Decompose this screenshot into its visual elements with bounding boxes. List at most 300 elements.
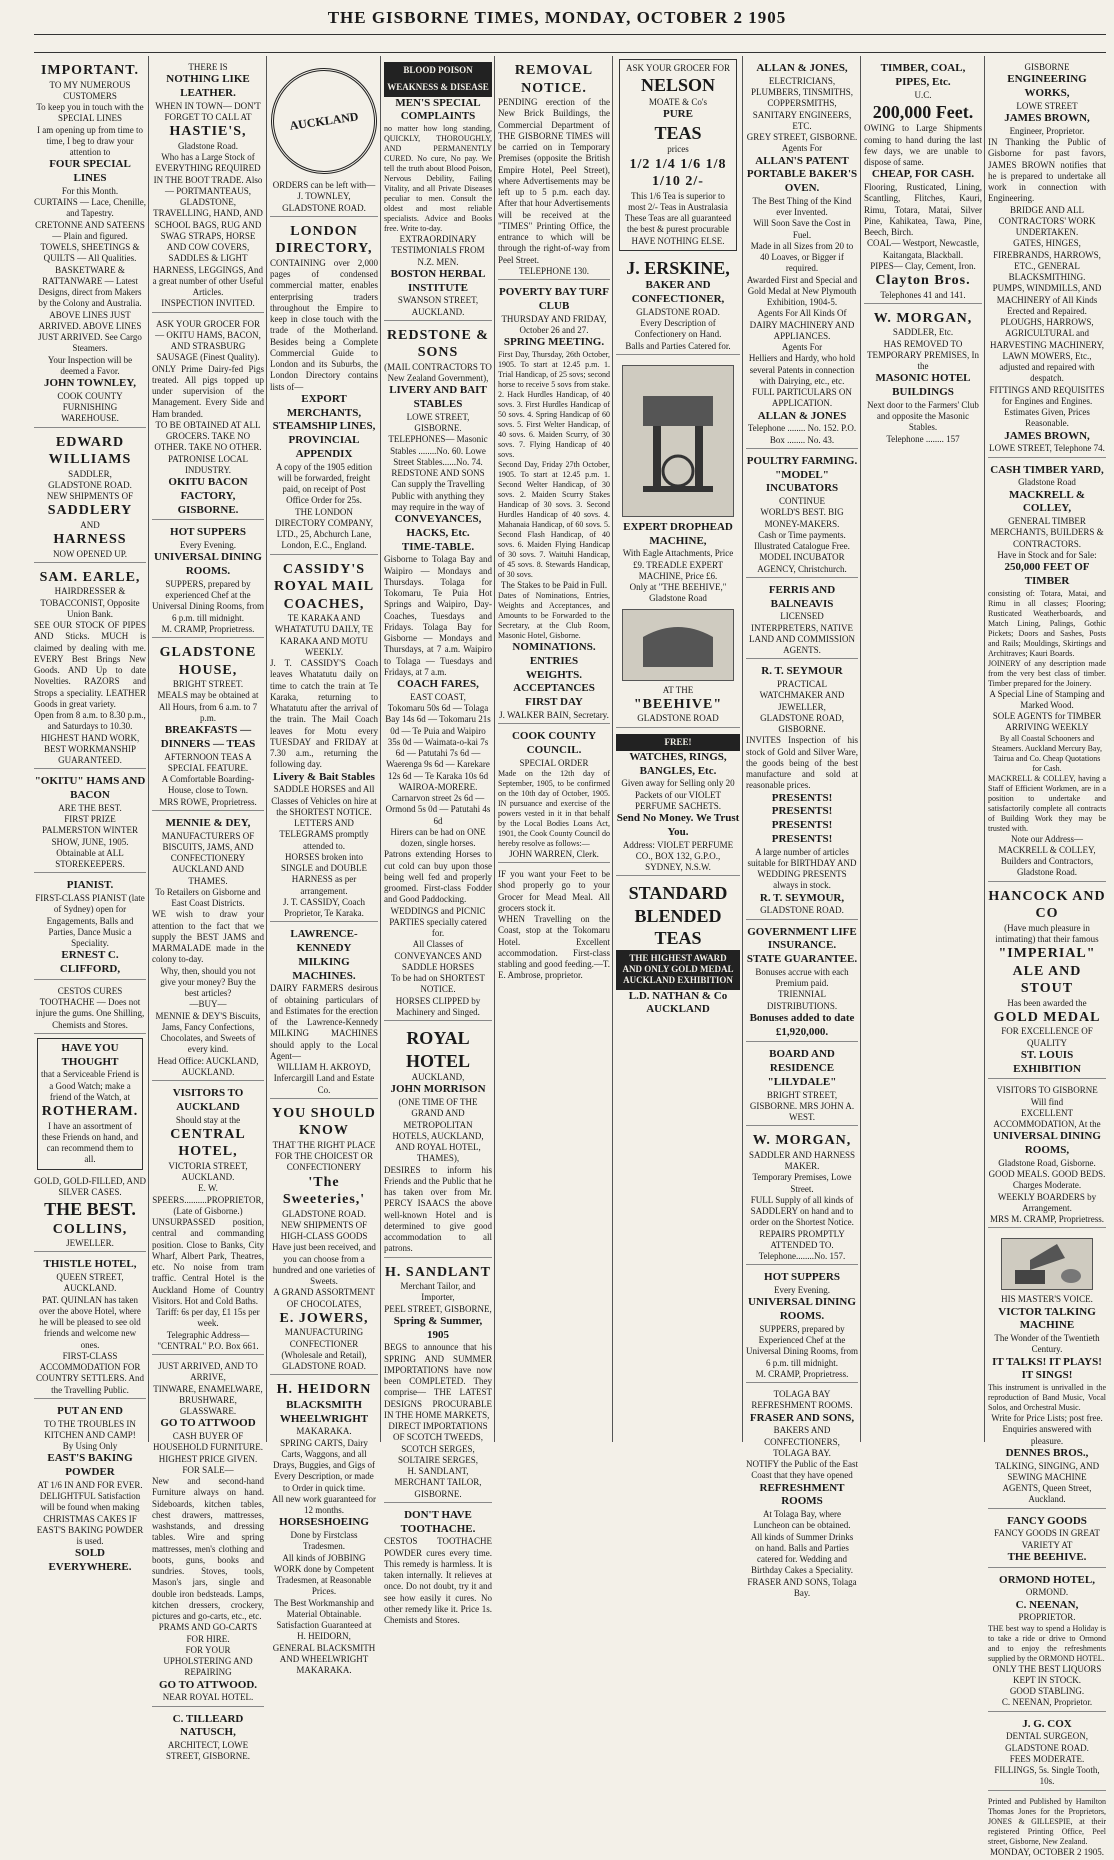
text: GLADSTONE ROAD.: [636, 306, 720, 317]
price: 1/2: [629, 156, 651, 172]
heading: FREE!: [616, 734, 740, 751]
masthead-rule-lower: [34, 52, 1106, 53]
text: Agents For All Kinds Of DAIRY MACHINERY AND APPLIANCES.: [749, 308, 855, 341]
text: MODEL INCUBATOR AGENCY, Christchurch.: [757, 552, 847, 574]
heading: FANCY GOODS: [1007, 1514, 1087, 1527]
text: Why, then, should you not give your money? Buy the best articles?: [160, 965, 256, 998]
text: Send No Money. We Trust You.: [616, 812, 740, 838]
price: 1/10: [652, 174, 681, 189]
advertiser-name: ALLAN & JONES,: [756, 62, 848, 74]
heading: GO TO ATTWOOD: [160, 1417, 256, 1430]
text: REDSTONE AND SONS: [391, 468, 485, 478]
advertiser-name: BOSTON HERBAL INSTITUTE: [390, 267, 486, 294]
text: OWING to Large Shipments coming to hand during the last few days, we are unable to dispose of same.: [864, 123, 982, 167]
text: ONLY Prime Dairy-fed Pigs treated. All pigs topped up under supervision of the Management. Every Side and Ham branded.: [152, 363, 264, 419]
text: Your Inspection will be deemed a Favor.: [47, 354, 133, 376]
text: Every Evening.: [180, 540, 236, 550]
heading: 250,000 FEET OF TIMBER: [1004, 561, 1090, 587]
text: GOOD STABLING.: [1009, 1686, 1085, 1696]
heading: VICTOR TALKING MACHINE: [998, 1305, 1096, 1332]
ad-small: [498, 867, 610, 984]
text: Telephones 41 and 141.: [880, 289, 966, 300]
ad-ferris: [746, 582, 858, 660]
advertiser-name: C. TILLEARD NATUSCH,: [172, 1712, 244, 1739]
text: INSPECTION INVITED.: [161, 298, 255, 309]
text: GOOD MEALS. GOOD BEDS.: [988, 1169, 1106, 1179]
ad-nelson-teas: [619, 59, 737, 251]
text: JOINERY of any description made from the very best class of timber. Timber prepared for the Joinery.: [988, 658, 1106, 688]
text: Can supply the Travelling Public with anything they may require in the way of: [391, 479, 485, 512]
text: SOLE AGENTS for TIMBER ARRIVING WEEKLY: [992, 711, 1102, 733]
text: Balls and Parties Catered for.: [625, 340, 731, 351]
heading: YOU SHOULD KNOW: [272, 1105, 376, 1139]
masthead: THE GISBORNE TIMES, MONDAY, OCTOBER 2 1905: [327, 8, 787, 27]
text: SPRING CARTS, Dairy Carts, Waggons, and all Drays, Buggies, and Gigs of Every Description, or made to Order in quick time.: [273, 1437, 375, 1493]
text: SADDLER AND HARNESS MAKER.: [748, 1149, 855, 1171]
text: TOLAGA BAY REFRESHMENT ROOMS.: [751, 1389, 853, 1411]
text: BRIDGE AND ALL CONTRACTORS' WORK UNDERTAKEN.: [998, 204, 1096, 237]
text: TO BE OBTAINED AT ALL GROCERS. TAKE NO OTHER. TAKE NO OTHER.: [154, 419, 262, 453]
text: BRIGHT STREET.: [172, 679, 244, 689]
ad-auckland-seal: [270, 60, 378, 217]
text: MENNIE & DEY'S Biscuits, Jams, Fancy Confections, Chocolates, and Sweets of every kind.: [155, 1010, 261, 1055]
heading: FOUR SPECIAL LINES: [49, 158, 131, 184]
text: no matter how long standing, QUICKLY, THOROUGHLY, AND PERMANENTLY CURED. No cure, No pay. We tell the truth about Blood Poison, Nervous Debility, Failing Vitality, and all Private Diseases peculiar to men. Consult the oldest and most reliable specialists. Advice and Books free. Write to-day.: [384, 124, 492, 233]
price: 1/4: [654, 156, 676, 172]
text: FOR YOUR UPHOLSTERING AND REPAIRING: [163, 1644, 253, 1678]
text: ARE THE BEST.: [58, 802, 122, 813]
heading: REMOVAL NOTICE.: [514, 63, 594, 96]
text: MOATE & Co's: [648, 96, 708, 107]
text: ORMOND.: [1025, 1587, 1069, 1598]
ad-rotheram: [37, 1038, 143, 1170]
text: WILLIAM H. AKROYD, Infercargill Land and Estate Co.: [273, 1062, 375, 1095]
heading: HORSESHOEING: [279, 1516, 369, 1529]
advertiser-name: JOHN TOWNLEY,: [43, 377, 137, 389]
ad-royal-hotel: [384, 1025, 492, 1258]
text: SWANSON STREET, AUCKLAND.: [397, 295, 479, 317]
text: PIPES— Clay, Cement, Iron.: [870, 260, 976, 271]
text: MAKARAKA.: [296, 1426, 352, 1437]
text: NOTIFY the Public of the East Coast that they have opened: [746, 1459, 858, 1481]
ad-hot-suppers: [152, 524, 264, 638]
text: MRS M. CRAMP, Proprietress.: [989, 1214, 1105, 1224]
text: With Eagle Attachments, Price £9. TREADLE EXPERT MACHINE, Price £6.: [622, 548, 734, 581]
column-divider: [266, 56, 267, 1442]
text: SADDLER, Etc.: [892, 327, 954, 338]
text: CONVEYANCES, HACKS, Etc.: [394, 513, 482, 539]
text: TE KARAKA AND WHATATUTU DAILY, TE KARAKA AND MOTU WEEKLY.: [274, 613, 374, 657]
ad-hot-suppers-2: [746, 1269, 858, 1383]
text: HAS REMOVED TO TEMPORARY PREMISES, In the: [867, 338, 979, 371]
advertiser-name: H. HEIDORN: [276, 1382, 372, 1398]
text: Estimates Given, Prices Reasonable.: [1004, 407, 1090, 429]
ad-heidorn: [270, 1379, 378, 1678]
ad-edward-williams: [34, 432, 146, 563]
text: Has been awarded the: [1007, 997, 1087, 1008]
text: DAIRY FARMERS desirous of obtaining particulars of and Estimates for the erection of the Lawrence-Kennedy MILKING MACHINES should apply to the Local Agent—: [270, 983, 378, 1061]
text: H. HEIDORN,: [297, 1631, 351, 1642]
text: Open from 8 a.m. to 8.30 p.m., and Saturdays to 10.30.: [34, 710, 146, 732]
ad-hasties: [152, 60, 264, 313]
text: SUPPERS, prepared by experienced Chef at the Universal Dining Rooms, from 6 p.m. till midnight.: [152, 578, 264, 623]
heading: BAKER AND CONFECTIONER,: [631, 279, 725, 305]
heading: EXPERT DROPHEAD MACHINE,: [623, 520, 733, 547]
heading: DON'T HAVE TOOTHACHE.: [400, 1508, 476, 1535]
text: WHEN IN TOWN— DON'T FORGET TO CALL AT: [155, 100, 261, 122]
text: that a Serviceable Friend is a Good Watch; make a friend of the Watch, at: [41, 1069, 139, 1102]
text: To Retailers on Gisborne and East Coast Districts.: [155, 886, 261, 908]
heading: Spring & Summer, 1905: [393, 1314, 483, 1341]
heading: HOT SUPPERS: [170, 526, 246, 539]
heading: COOK COUNTY COUNCIL.: [511, 730, 597, 756]
text: The Best Workmanship and Material Obtainable. Satisfaction Guaranteed at: [274, 1597, 374, 1630]
text: MANUFACTURERS OF BISCUITS, JAMS, AND CONFECTIONERY: [161, 830, 255, 863]
text: MRS ROWE, Proprietress.: [159, 796, 257, 807]
text: WORLD'S BEST. BIG MONEY-MAKERS.: [760, 507, 844, 529]
text: WE wish to draw your attention to the fact that we supply the BEST JAMS and MARMALADE made in the colony to-day.: [152, 909, 264, 965]
text: LOWE STREET, Telephone 74.: [989, 443, 1105, 454]
heading: GLADSTONE HOUSE,: [159, 645, 257, 678]
heading: "MODEL" INCUBATORS: [765, 468, 839, 495]
text: A large number of articles suitable for BIRTHDAY AND WEDDING PRESENTS always in stock.: [747, 846, 857, 891]
heading: BLOOD POISON: [384, 62, 492, 79]
text: PROPRIETOR.: [1018, 1612, 1076, 1623]
text: SEE OUR STOCK OF PIPES AND Sticks. MUCH is claimed by dealing with me. EVERY Best Brings New Goods. AND Up to date Novelties. RAZORS and Strops a speciality. LEATHER Goods in great variety.: [34, 620, 146, 709]
ad-mackrell-colley: [988, 462, 1106, 882]
advertiser-name: L.D. NATHAN & Co AUCKLAND: [628, 989, 728, 1016]
text: WHEN Travelling on the Coast, stop at the Tokomaru Hotel. Excellent accommodation. First-class stabling and good feeding.—T. E. Ambrose, proprietor.: [498, 914, 610, 981]
text: Address: VIOLET PERFUME CO., BOX 132, G.P.O., SYDNEY, N.S.W.: [622, 839, 734, 872]
text: ABOVE LINES JUST ARRIVED. ABOVE LINES JUST ARRIVED. See Cargo Steamers.: [38, 309, 142, 354]
text: A Special Line of Stamping and Marked Wood.: [989, 688, 1105, 710]
ad-easts-baking: [34, 1403, 146, 1577]
text: TELEPHONE 130.: [519, 265, 589, 276]
text: SOLD EVERYWHERE.: [48, 1547, 132, 1573]
text: GISBORNE: [1024, 62, 1070, 72]
text: CONTAINING over 2,000 pages of condensed commercial matter, enables enterprising traders throughout the Empire to keep in close touch with the trade of the Motherland. Besides being a Complete Commercial Guide to London and its Suburbs, the London Directory contains lists of—: [270, 257, 378, 392]
ad-engineering-works: [988, 60, 1106, 458]
text: LICENSED INTERPRETERS, NATIVE LAND AND COMMISSION AGENTS.: [748, 611, 855, 655]
text: HAIRDRESSER & TOBACCONIST, Opposite Union Bank.: [40, 586, 140, 619]
text: PRACTICAL WATCHMAKER AND JEWELLER,: [759, 679, 845, 712]
masthead-rule: [34, 34, 1106, 35]
column-6: [616, 56, 740, 1442]
text: AUCKLAND AND THAMES.: [172, 864, 244, 886]
text: consisting of: Totara, Matai, and Rimu in all classes; Flooring; Rusticated Weatherboards, and Match Lining, Palings, Gothic Pickets; Doors and Sashes, Posts and Rails; Mouldings, Skirtings and Architraves; Kauri Boards.: [988, 588, 1106, 658]
advertiser-name: R. T. SEYMOUR: [761, 665, 843, 678]
text: ORDERS can be left with— J. TOWNLEY, GLADSTONE ROAD.: [272, 180, 376, 213]
ad-violet-perfume: [616, 732, 740, 877]
text: FIRST-CLASS ACCOMMODATION FOR COUNTRY SETTLERS. And the Travelling Public.: [36, 1350, 144, 1395]
heading: MASONIC HOTEL BUILDINGS: [875, 372, 971, 398]
text: THE best way to spend a Holiday is to take a ride or drive to Ormond and to enjoy the refreshments supplied by the ORMOND HOTEL.: [988, 1623, 1106, 1663]
text: FILLINGS, 5s. Single Tooth, 10s.: [994, 1765, 1100, 1787]
heading: TEAS: [654, 928, 702, 949]
text: FANCY GOODS IN GREAT VARIETY AT: [994, 1528, 1100, 1550]
heading: OKITU BACON FACTORY, GISBORNE.: [168, 476, 248, 516]
price: 1/8: [705, 156, 727, 172]
text: Done by Firstclass Tradesmen.: [290, 1530, 358, 1552]
text: Bonuses added to date £1,920,000.: [749, 1011, 855, 1038]
text: STEAMSHIP LINES,: [272, 420, 376, 433]
text: DENTAL SURGEON,: [1006, 1731, 1088, 1742]
ad-sam-earle: [34, 567, 146, 770]
sewing-machine-illustration-icon: [622, 365, 734, 517]
heading: "IMPERIAL": [998, 946, 1096, 961]
advertiser-name: FERRIS AND BALNEAVIS: [768, 583, 836, 610]
heading: STANDARD: [628, 883, 728, 904]
text: Gladstone Road.: [178, 140, 238, 151]
text: TELEPHONES— Masonic Stables ........No. 60. Lowe Street Stables......No. 74.: [388, 434, 488, 467]
text: Merchant Tailor, and Importer,: [400, 1281, 476, 1303]
price: 2/-: [685, 174, 704, 189]
column-1: [34, 56, 146, 1573]
text: THERE IS: [188, 62, 228, 72]
text: CONTINUE: [779, 496, 825, 506]
heading: POULTRY FARMING.: [746, 454, 858, 467]
heading: UNIVERSAL DINING ROOMS,: [993, 1130, 1101, 1156]
column-divider: [984, 56, 985, 1442]
text: EAST COAST,: [410, 691, 466, 702]
text: TOWELS, SHEETINGS & QUILTS — All Qualities.: [40, 242, 140, 264]
text: JOHN WARREN, Clerk.: [509, 848, 599, 859]
text: THE HIGHEST AWARD AND ONLY GOLD MEDAL AUCKLAND EXHIBITION: [616, 950, 740, 990]
column-5: [498, 56, 610, 1442]
heading: ENTRIES: [529, 654, 579, 667]
column-9: [988, 56, 1106, 1857]
text: Gladstone Road, Gisborne.: [998, 1157, 1096, 1168]
ad-government-life: [746, 924, 858, 1043]
text: HIGHEST HAND WORK, BEST WORKMANSHIP GUARANTEED.: [40, 732, 140, 765]
notice-removal: [498, 60, 610, 280]
advertiser-name: MENNIE & DEY,: [165, 816, 251, 829]
ad-central-hotel: [152, 1085, 264, 1355]
heading: WATCHES, RINGS, BANGLES, Etc.: [629, 750, 727, 777]
text: This instrument is unrivalled in the reproduction of Band Music, Vocal Solos, and Orchestral Music.: [988, 1383, 1106, 1412]
heading: HARNESS: [53, 532, 127, 547]
ad-townley: [34, 60, 146, 428]
heading: GOLD MEDAL: [993, 1009, 1101, 1025]
heading: LIVERY AND BAIT STABLES: [389, 384, 487, 410]
ad-clayton-bros: [864, 60, 982, 304]
advertiser-name: W. MORGAN,: [873, 310, 973, 326]
heading: SPRING MEETING.: [503, 336, 605, 348]
heading: LONDON DIRECTORY,: [275, 223, 373, 257]
text: Bonuses accrue with each Premium paid.: [755, 966, 849, 988]
heading: "LILYDALE": [767, 1075, 837, 1088]
text: Helliers and Hardy, who hold several Patents in connection with Dairying, etc., etc.: [748, 353, 856, 386]
heading: REFRESHMENT ROOMS: [759, 1481, 845, 1508]
text: By Using Only: [62, 1441, 118, 1451]
ad-milking-machines: [270, 926, 378, 1099]
column-7: [746, 56, 858, 1598]
text: Gisborne to Tolaga Bay and Waipiro — Mondays and Thursdays. Tolaga for Tokomaru, Te Puia Hot Springs and Waipiro, Day-Coaches, Tuesdays and Fridays. Tolaga Bay for Gisborne — Mondays and Thursdays, at 7 a.m. Waipiro to Tolaga — Tuesdays and Fridays, at 7 a.m.: [384, 554, 492, 677]
text: PAT. QUINLAN has taken over the above Hotel, where he will be pleased to see old friends and welcome new ones.: [39, 1294, 141, 1350]
column-divider: [860, 56, 861, 1442]
heading: PIANIST.: [66, 879, 114, 892]
text: Will Soon Save the Cost in Fuel.: [753, 218, 851, 240]
text: A copy of the 1905 edition will be forwarded, freight paid, on receipt of Post Office Order for 25s.: [275, 461, 373, 506]
text: J. WALKER BAIN, Secretary.: [499, 709, 609, 720]
text: All Classes of CONVEYANCES AND SADDLE HORSES: [394, 939, 482, 972]
heading: BLENDED: [634, 905, 722, 926]
text: NEAR ROYAL HOTEL.: [162, 1692, 254, 1703]
text: JUST ARRIVED, AND TO ARRIVE,: [158, 1361, 258, 1383]
text: The Best Thing of the Kind ever Invented.: [752, 195, 852, 217]
text: Hirers can be had on ONE dozen, single horses.: [390, 826, 486, 848]
text: Should stay at the: [175, 1114, 241, 1125]
advertiser-name: ERNEST C. CLIFFORD,: [59, 949, 121, 975]
text: C. NEENAN, Proprietor.: [1001, 1697, 1093, 1708]
decorative-seal-icon: [264, 61, 384, 181]
ad-cestos-powder: [384, 1507, 492, 1629]
text: AUCKLAND,: [411, 1072, 465, 1082]
ad-collins: [34, 1174, 146, 1253]
ad-fancy-goods: [988, 1513, 1106, 1568]
text: All kinds of JOBBING WORK done by Competent Tradesmen, at Reasonable Prices.: [273, 1552, 375, 1597]
advertiser-name: MACKRELL & COLLEY,: [1008, 488, 1086, 515]
text: PENDING erection of the New Brick Buildings, the Commercial Department of THE GISBORNE TIMES will be carried on in Temporary Premises (opposite the British Empire Hotel, Peel Street), where Advertisements may be left up to 5 p.m. each day. After that hour Advertisements will be received at the "TIMES" Printing Office, the entrance to which will be through the right-of-way from Peel Street.: [498, 97, 610, 265]
text: DIRECT IMPORTATIONS OF SCOTCH TWEEDS, SCOTCH SERGES, SOLTAIRE SERGES,: [388, 1421, 488, 1465]
heading: ORMOND HOTEL,: [999, 1573, 1095, 1586]
ad-hancock: [988, 886, 1106, 1080]
text: GLADSTONE ROAD.: [282, 1208, 366, 1219]
text: TO MY NUMEROUS CUSTOMERS: [49, 79, 131, 101]
text: WAIROA-MORERE.: [398, 781, 478, 792]
heading: COACH FARES,: [397, 678, 479, 690]
text: COOK COUNTY FURNISHING WAREHOUSE.: [57, 390, 123, 424]
text: AT THE: [662, 684, 694, 695]
text: Cash or Time payments. Illustrated Catalogue Free.: [754, 529, 850, 551]
text: J. T. CASSIDY'S Coach leaves Whatatutu daily on time to catch the train at Te Karaka, returning to Whatatutu after the arrival of the train. The Mail Coach leaves for Motu every TUESDAY and FRIDAY at 7.30 a.m., returning the following day.: [270, 658, 378, 770]
heading: LAWRENCE-KENNEDY MILKING MACHINES.: [290, 928, 358, 982]
heading: ENGINEERING WORKS,: [1007, 73, 1087, 99]
heading: BOARD AND RESIDENCE: [769, 1048, 835, 1074]
text: Telephone ........ No. 152. P.O. Box ........ No. 43.: [747, 423, 857, 445]
text: THURSDAY AND FRIDAY, October 26 and 27.: [501, 313, 607, 335]
heading: ST. LOUIS EXHIBITION: [1013, 1048, 1081, 1075]
heading: WEAKNESS & DISEASE: [384, 79, 492, 96]
text: QUEEN STREET, AUCKLAND.: [56, 1272, 124, 1294]
machine-case-illustration-icon: [622, 609, 734, 681]
text: PRAMS AND GO-CARTS FOR HIRE.: [158, 1622, 258, 1644]
heading: PUT AN END: [57, 1404, 123, 1417]
text: Every Evening.: [774, 1285, 830, 1295]
text: THE LONDON DIRECTORY COMPANY, LTD., 25, Abchurch Lane, London, E.C., England.: [274, 506, 374, 551]
text: All new work guaranteed for 12 months.: [272, 1493, 376, 1515]
text: TO THE TROUBLES IN KITCHEN AND CAMP!: [44, 1418, 136, 1440]
text: MACKRELL & COLLEY, having a Staff of Efficient Workmen, are in a position to undertake and satisfactorily complete all contracts of Building Work they may be trusted with.: [988, 773, 1106, 833]
heading: THE BEEHIVE.: [1007, 1550, 1087, 1563]
text: All kinds of Summer Drinks on hand. Balls and Parties catered for. Wedding and Birthday Cakes a Speciality.: [750, 1531, 854, 1576]
text: BRIGHT STREET, GISBORNE. MRS JOHN A. WEST.: [749, 1089, 855, 1122]
text: U.C.: [914, 89, 932, 100]
ad-london-directory: [270, 221, 378, 555]
text: WEDDINGS and PICNIC PARTIES specially catered for.: [389, 905, 487, 938]
text: PATRONISE LOCAL INDUSTRY.: [168, 453, 248, 475]
heading: UNIVERSAL DINING ROOMS.: [748, 1296, 856, 1322]
text: INVITES Inspection of his stock of Gold and Silver Ware, the goods being of the best manufacture and sold at reasonable prices.: [746, 735, 858, 791]
heading: WEIGHTS.: [526, 668, 582, 681]
heading: SADDLERY: [47, 503, 133, 519]
headline-important: IMPORTANT.: [40, 63, 140, 78]
text: MACKRELL & COLLEY, Builders and Contractors, Gladstone Road.: [998, 844, 1096, 878]
heading: UNIVERSAL DINING ROOMS.: [154, 551, 262, 577]
text: Next door to the Farmers' Club and opposite the Masonic Stables.: [867, 399, 979, 433]
text: BASKETWARE & RATTANWARE — Latest Designs, direct from Makers by the Colony and Australia.: [38, 264, 142, 309]
text: The Wonder of the Twentieth Century.: [994, 1333, 1100, 1355]
ad-lilydale: [746, 1046, 858, 1126]
text: Telephone ........ 157: [886, 433, 960, 444]
ad-cassidys: [270, 559, 378, 923]
text: LETTERS AND TELEGRAMS promptly attended to.: [279, 818, 369, 851]
text: Carnarvon street 2s 6d — Ormond 5s 0d — Patutahi 4s 6d: [385, 793, 491, 826]
text: AND: [80, 519, 100, 530]
text: HIS MASTER'S VOICE.: [1001, 1294, 1093, 1305]
column-divider: [742, 56, 743, 1442]
heading: CASH TIMBER YARD,: [990, 463, 1104, 476]
ad-redstone: [384, 325, 492, 1021]
text: Dates of Nominations, Entries, Weights and Acceptances, and Amounts to be Forwarded to the Secretary, at the Club Room, Masonic Hotel, Gisborne.: [498, 591, 610, 640]
text: By all Coastal Schooners and Steamers. Auckland Mercury Bay, Tairua and Co. Cheap Quotations for Cash.: [992, 733, 1102, 773]
text: MANUFACTURING CONFECTIONER (Wholesale and Retail), GLADSTONE ROAD.: [281, 1327, 367, 1371]
text: COAL— Westport, Newcastle, Kaitangata, Blackball.: [866, 238, 980, 260]
text: ASK YOUR GROCER FOR— OKITU HAMS, BACON, AND STRASBURG SAUSAGE (Finest Quality).: [155, 318, 261, 363]
heading: MEN'S SPECIAL COMPLAINTS: [395, 96, 481, 123]
text: FIRST-CLASS PIANIST (late of Sydney) open for Engagements, Balls and Parties, Dance Music a Speciality.: [35, 893, 145, 948]
ad-okitu: [34, 773, 146, 873]
text: EXTRAORDINARY TESTIMONIALS FROM N.Z. MEN.: [391, 234, 485, 267]
text: FOR SALE—: [182, 1464, 234, 1475]
heading: NELSON: [640, 75, 716, 96]
imprint: [988, 1795, 1106, 1860]
text: HORSES broken into SINGLE and DOUBLE HARNESS as per arrangement.: [281, 851, 367, 896]
text: IN Thanking the Public of Gisborne for past favors, JAMES BROWN notifies that he is prepared to undertake all work in connection with Engineering.: [988, 137, 1106, 204]
advertiser-name: W. MORGAN,: [752, 1133, 852, 1149]
text: SADDLER,: [68, 468, 112, 479]
text: Flooring, Rusticated, Lining, Scantling, Flitches, Kauri, Rimu, Totara, Matai, Silver Pine, Kahikatea, Tawa, Pine, Beech, Birch.: [864, 182, 982, 237]
ad-cox-dental: [988, 1716, 1106, 1791]
text: TALKING, SINGING, AND SEWING MACHINE AGENTS, Queen Street, Auckland.: [994, 1460, 1100, 1505]
text: VISITORS TO GISBORNE Will find: [996, 1085, 1098, 1107]
ad-attwood: [152, 1359, 264, 1707]
ad-okitu-factory: [152, 317, 264, 521]
ad-boston-herbal: [384, 60, 492, 321]
heading: TIMBER, COAL, PIPES, Etc.: [880, 62, 966, 88]
ad-universal-dining: [988, 1083, 1106, 1228]
text: PROVINCIAL APPENDIX: [288, 434, 360, 460]
text: GLADSTONE ROAD: [637, 713, 719, 724]
text: SPECIAL ORDER: [519, 757, 589, 768]
text: These Teas are all guaranteed the best & purest procurable HAVE NOTHING ELSE.: [624, 213, 732, 246]
heading: "OKITU" HAMS AND BACON: [34, 775, 146, 801]
text: New and second-hand Furniture always on hand. Sideboards, kitchen tables, chest drawers, mattresses, washstands, and dressing tables. Wire and spring mattresses, men's clothing and boots, guns, books and sundries. Stoves, tools, Mason's jars, single and double iron bedsteads. Lamps, kitchen dressers, crockery, pictures and go-carts, etc., etc.: [152, 1476, 264, 1621]
text: H. SANDLANT, MERCHANT TAILOR, GISBORNE.: [394, 1466, 482, 1499]
heading: NOMINATIONS.: [512, 641, 596, 653]
column-4: [384, 56, 492, 1625]
heading: 'The Sweeteries,': [282, 1174, 366, 1207]
text: For this Month.: [61, 185, 119, 196]
text: GLADSTONE ROAD, GISBORNE.: [760, 712, 844, 734]
advertiser-name: H. SANDLANT: [385, 1264, 491, 1280]
text: PEEL STREET, GISBORNE,: [384, 1303, 492, 1314]
text: FULL Supply of all kinds of SADDLERY on hand and to order on the Shortest Notice.: [750, 1194, 854, 1228]
text: R. T. SEYMOUR,: [759, 891, 845, 904]
heading: HAVE YOU THOUGHT: [61, 1041, 119, 1068]
ad-victor-talking: [988, 1232, 1106, 1508]
text: Write for Price Lists; post free. Enquiries answered with pleasure.: [991, 1413, 1103, 1446]
